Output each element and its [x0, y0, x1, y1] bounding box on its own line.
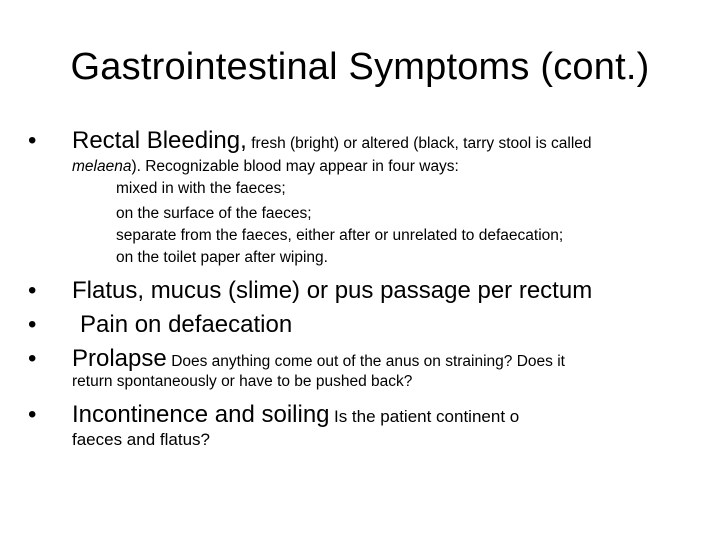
bullet-detail: Is the patient continent o — [333, 407, 520, 426]
bullet-detail-continuation: faeces and flatus? — [72, 430, 210, 449]
bullet-detail-continuation: melaena). Recognizable blood may appear in four ways: — [72, 158, 459, 175]
bullet-detail-continuation: return spontaneously or have to be pushed back? — [72, 373, 413, 390]
bullet-heading: Rectal Bleeding, — [72, 127, 247, 154]
sub-item: on the surface of the faeces; — [116, 205, 312, 222]
bullet-marker: • — [28, 345, 37, 372]
bullet-heading: Flatus, mucus (slime) or pus passage per rectum — [72, 277, 593, 304]
slide-title: Gastrointestinal Symptoms (cont.) — [70, 46, 650, 88]
italic-term: melaena — [72, 158, 132, 175]
bullet-heading: Pain on defaecation — [80, 311, 293, 338]
bullet-detail: Does anything come out of the anus on straining? Does it — [171, 353, 565, 370]
bullet-detail: fresh (bright) or altered (black, tarry stool is called — [251, 135, 592, 152]
sub-item: separate from the faeces, either after or unrelated to defaecation; — [116, 227, 564, 244]
bullet-heading: Incontinence and soiling — [72, 401, 330, 428]
bullet-marker: • — [28, 401, 37, 428]
bullet-marker: • — [28, 311, 37, 338]
sub-item: on the toilet paper after wiping. — [116, 249, 328, 266]
bullet-heading: Prolapse — [72, 345, 167, 372]
sub-item: mixed in with the faeces; — [116, 180, 286, 197]
bullet-marker: • — [28, 277, 37, 304]
bullet-marker: • — [28, 127, 37, 154]
